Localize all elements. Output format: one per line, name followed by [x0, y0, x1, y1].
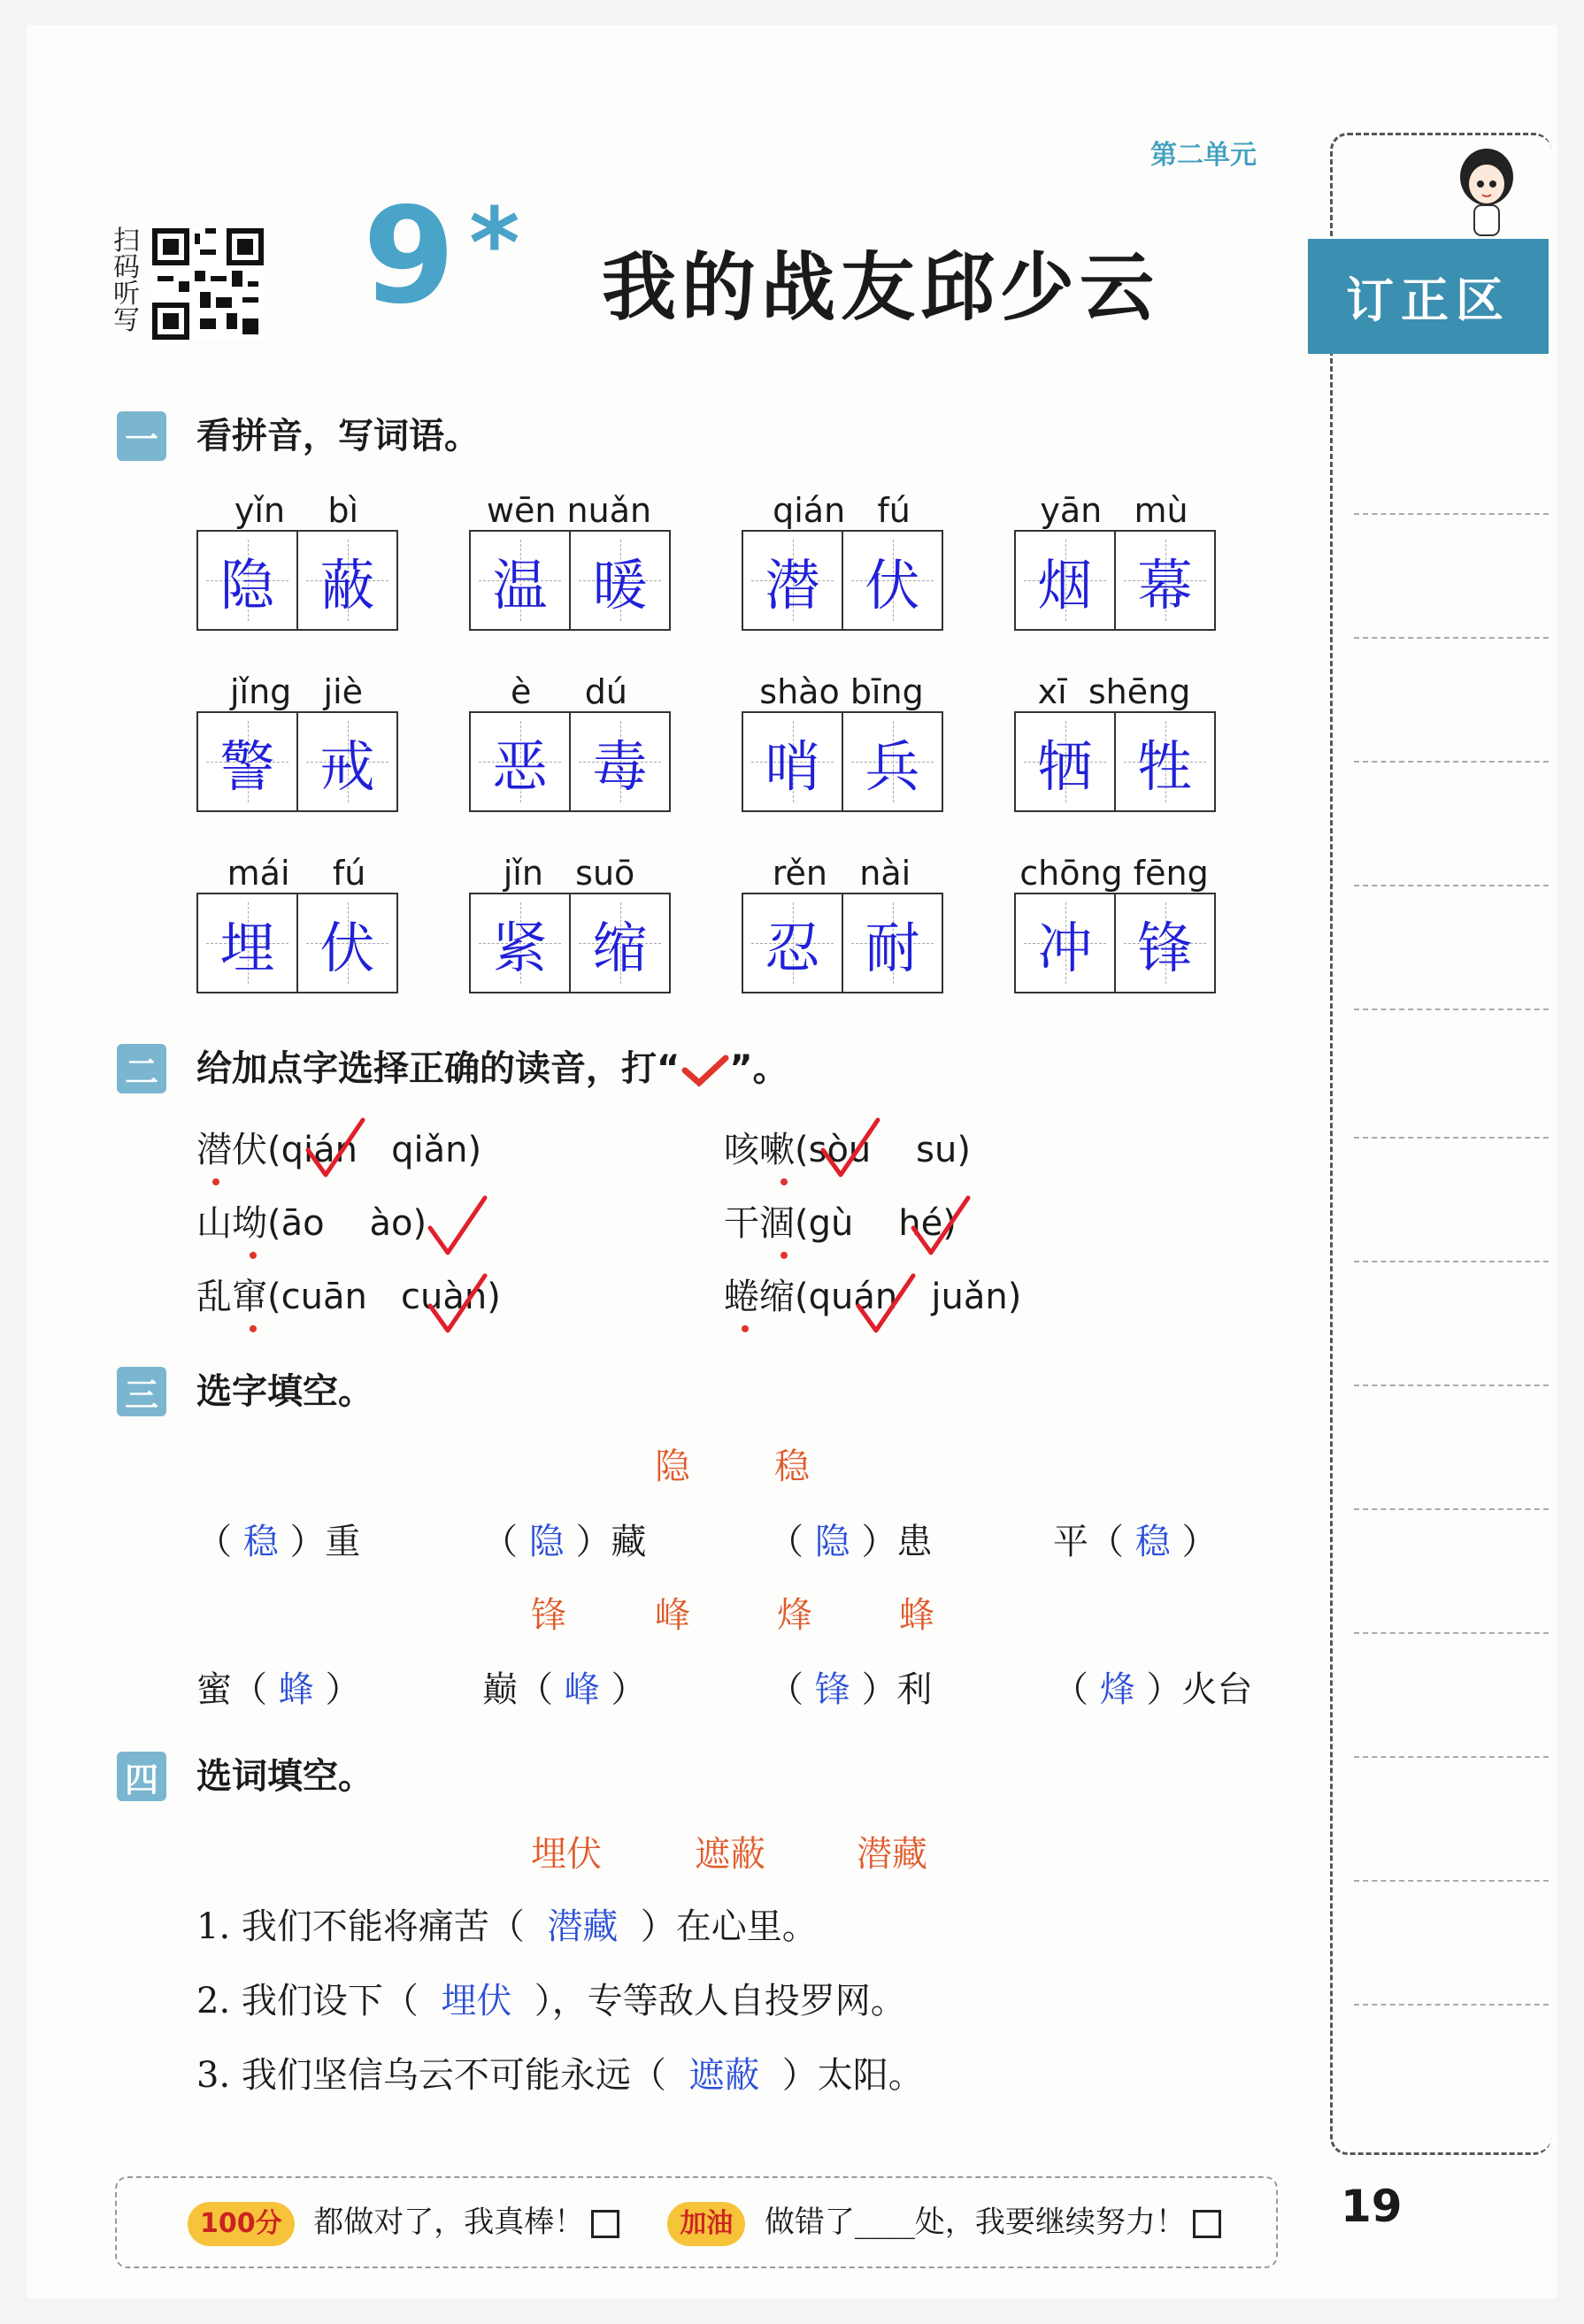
tianzige-box[interactable] — [742, 530, 943, 631]
tianzige-box[interactable] — [469, 711, 671, 812]
handwritten-char: 潜 — [765, 552, 820, 617]
pinyin-line: wēn nuǎn — [486, 491, 652, 530]
pinyin-word — [742, 672, 943, 812]
choice-word: 潜藏 — [857, 1834, 927, 1875]
handwritten-char: 暖 — [592, 552, 648, 617]
emphasis-dot — [780, 1252, 788, 1259]
emphasis-dot — [212, 1178, 219, 1185]
pinyin-word — [469, 854, 671, 993]
correction-area-tag: 订正区 — [1308, 239, 1549, 354]
reading-item[interactable]: 蜷缩(quán juǎn) — [724, 1277, 1022, 1317]
fill-blank[interactable]: 巅（ 峰 ） — [482, 1669, 647, 1710]
choice-char: 峰 — [655, 1595, 690, 1636]
section-icon: 四 — [117, 1752, 166, 1801]
answer-text: 埋伏 — [441, 1981, 512, 2021]
red-checkmark-icon — [423, 1270, 494, 1341]
unit-label: 第二单元 — [1150, 140, 1257, 171]
pinyin-line: chōng fēng — [1019, 854, 1209, 893]
correction-line — [1354, 637, 1549, 639]
answer-text: 潜藏 — [547, 1906, 619, 1947]
tianzige-box[interactable] — [196, 893, 398, 993]
handwritten-char: 紧 — [492, 915, 548, 980]
handwritten-char: 烟 — [1037, 552, 1093, 617]
pinyin-word — [196, 854, 398, 993]
sentence-item[interactable]: 3. 我们坚信乌云不可能永远（ 遮蔽 ）太阳。 — [196, 2055, 924, 2096]
pinyin-line: qián fú — [773, 491, 911, 530]
answer-text: 烽 — [1099, 1669, 1135, 1710]
choice-char: 隐 — [655, 1446, 690, 1487]
pinyin-line: shào bīng — [759, 672, 924, 711]
section-icon: 三 — [117, 1367, 166, 1416]
correction-line — [1354, 1261, 1549, 1262]
pinyin-word — [196, 672, 398, 812]
page-title: 我的战友邱少云 — [602, 244, 1160, 331]
handwritten-char: 伏 — [319, 915, 375, 980]
choice-word: 埋伏 — [531, 1834, 602, 1875]
reading-item[interactable]: 咳嗽(sòu su) — [724, 1130, 971, 1170]
handwritten-char: 恶 — [492, 733, 548, 799]
sentence-item[interactable]: 2. 我们设下（ 埋伏 ），专等敌人自投罗网。 — [196, 1981, 906, 2021]
reading-item[interactable]: 乱窜(cuān cuàn) — [196, 1277, 501, 1317]
answer-text: 锋 — [814, 1669, 850, 1710]
emphasis-dot — [780, 1178, 788, 1185]
answer-text: 稳 — [242, 1522, 279, 1562]
section-icon: 一 — [117, 411, 166, 461]
answer-text: 蜂 — [278, 1669, 314, 1710]
reading-item[interactable]: 山坳(āo ào) — [196, 1203, 427, 1244]
qr-code-icon[interactable] — [152, 228, 264, 340]
correction-line — [1354, 2004, 1549, 2006]
emphasis-dot — [250, 1325, 257, 1332]
handwritten-char: 警 — [219, 733, 275, 799]
handwritten-char: 隐 — [219, 552, 275, 617]
tianzige-box[interactable] — [742, 711, 943, 812]
pinyin-line: mái fú — [227, 854, 366, 893]
tianzige-box[interactable] — [1014, 530, 1216, 631]
handwritten-char: 幕 — [1137, 552, 1193, 617]
pinyin-line: xī shēng — [1037, 672, 1191, 711]
handwritten-char: 牺 — [1037, 733, 1093, 799]
footer-text-mistakes: 做错了____处，我要继续努力！ — [764, 2205, 1186, 2240]
correction-line — [1354, 885, 1549, 886]
fill-blank[interactable]: （ 隐 ）藏 — [482, 1522, 647, 1562]
handwritten-char: 冲 — [1037, 915, 1093, 980]
checkbox-all-correct[interactable] — [591, 2210, 619, 2238]
tianzige-box[interactable] — [196, 530, 398, 631]
emphasis-dot — [742, 1325, 749, 1332]
tianzige-box[interactable] — [1014, 711, 1216, 812]
tianzige-box[interactable] — [742, 893, 943, 993]
correction-line — [1354, 1508, 1549, 1510]
handwritten-char: 牲 — [1137, 733, 1193, 799]
pinyin-line: jǐng jiè — [229, 672, 364, 711]
choice-char: 锋 — [531, 1595, 566, 1636]
fill-blank[interactable]: （ 锋 ）利 — [768, 1669, 933, 1710]
correction-line — [1354, 1009, 1549, 1010]
tianzige-box[interactable] — [1014, 893, 1216, 993]
checkmark-icon — [680, 1053, 729, 1088]
red-checkmark-icon — [301, 1115, 372, 1185]
emphasis-dot — [250, 1252, 257, 1259]
pinyin-line: è dú — [510, 672, 627, 711]
correction-line — [1354, 1880, 1549, 1882]
choice-char: 蜂 — [899, 1595, 934, 1636]
page-number: 19 — [1341, 2181, 1403, 2232]
tianzige-box[interactable] — [469, 530, 671, 631]
handwritten-char: 缩 — [592, 915, 648, 980]
answer-text: 稳 — [1134, 1522, 1171, 1562]
section-title: 看拼音，写词语。 — [196, 416, 480, 456]
correction-line — [1354, 1384, 1549, 1386]
handwritten-char: 兵 — [865, 733, 920, 799]
pinyin-word — [742, 491, 943, 631]
pinyin-word — [196, 491, 398, 631]
self-check-footer — [115, 2176, 1278, 2268]
girl-illustration-icon — [1451, 142, 1522, 239]
section-title: 选字填空。 — [196, 1371, 373, 1412]
handwritten-char: 忍 — [765, 915, 820, 980]
pinyin-word — [742, 854, 943, 993]
red-checkmark-icon — [816, 1115, 887, 1185]
footer-text-correct: 都做对了，我真棒！ — [313, 2205, 585, 2240]
section-title: 给加点字选择正确的读音，打“ ”。 — [196, 1048, 788, 1089]
correction-line — [1354, 761, 1549, 763]
full-score-badge: 100分 — [188, 2202, 295, 2246]
section-icon: 二 — [117, 1044, 166, 1093]
reading-item[interactable]: 潜伏(qián qiǎn) — [196, 1130, 482, 1170]
fill-blank[interactable]: （ 稳 ）重 — [196, 1522, 361, 1562]
handwritten-char: 埋 — [219, 915, 275, 980]
handwritten-char: 锋 — [1137, 915, 1193, 980]
pinyin-word — [1014, 672, 1216, 812]
fill-blank[interactable]: （ 烽 ）火台 — [1053, 1669, 1253, 1710]
handwritten-char: 戒 — [319, 733, 375, 799]
answer-text: 隐 — [814, 1522, 850, 1562]
correction-line — [1354, 513, 1549, 515]
choice-word: 遮蔽 — [695, 1834, 765, 1875]
fill-blank[interactable]: 平（ 稳 ） — [1053, 1522, 1218, 1562]
pinyin-line: yǐn bì — [234, 491, 359, 530]
correction-line — [1354, 1756, 1549, 1758]
pinyin-line: jǐn suō — [503, 854, 635, 893]
tianzige-box[interactable] — [469, 893, 671, 993]
lesson-star: * — [469, 187, 520, 300]
answer-text: 峰 — [564, 1669, 600, 1710]
pinyin-word — [469, 672, 671, 812]
fill-blank[interactable]: 蜜（ 蜂 ） — [196, 1669, 361, 1710]
keep-going-badge: 加油 — [667, 2202, 745, 2246]
checkbox-mistakes[interactable] — [1193, 2210, 1221, 2238]
answer-text: 隐 — [528, 1522, 565, 1562]
fill-blank[interactable]: （ 隐 ）患 — [768, 1522, 933, 1562]
pinyin-line: yān mù — [1040, 491, 1188, 530]
handwritten-char: 温 — [492, 552, 548, 617]
red-checkmark-icon — [906, 1193, 977, 1263]
section-title: 选词填空。 — [196, 1756, 373, 1797]
handwritten-char: 伏 — [865, 552, 920, 617]
red-checkmark-icon — [423, 1193, 494, 1263]
pinyin-word — [1014, 854, 1216, 993]
pinyin-word — [1014, 491, 1216, 631]
correction-line — [1354, 1632, 1549, 1634]
pinyin-word — [469, 491, 671, 631]
reading-item[interactable]: 干涸(gù hé) — [724, 1203, 957, 1244]
choice-char: 烽 — [777, 1595, 812, 1636]
red-checkmark-icon — [851, 1270, 922, 1341]
handwritten-char: 哨 — [765, 733, 820, 799]
qr-label: 扫码听写 — [113, 226, 140, 336]
pinyin-line: rěn nài — [772, 854, 911, 893]
correction-line — [1354, 1137, 1549, 1139]
handwritten-char: 毒 — [592, 733, 648, 799]
lesson-number: 9 — [363, 180, 456, 334]
tianzige-box[interactable] — [196, 711, 398, 812]
sentence-item[interactable]: 1. 我们不能将痛苦（ 潜藏 ）在心里。 — [196, 1906, 818, 1947]
choice-char: 稳 — [774, 1446, 810, 1487]
correction-panel — [1330, 133, 1551, 2155]
answer-text: 遮蔽 — [688, 2055, 760, 2096]
handwritten-char: 耐 — [865, 915, 920, 980]
handwritten-char: 蔽 — [319, 552, 375, 617]
